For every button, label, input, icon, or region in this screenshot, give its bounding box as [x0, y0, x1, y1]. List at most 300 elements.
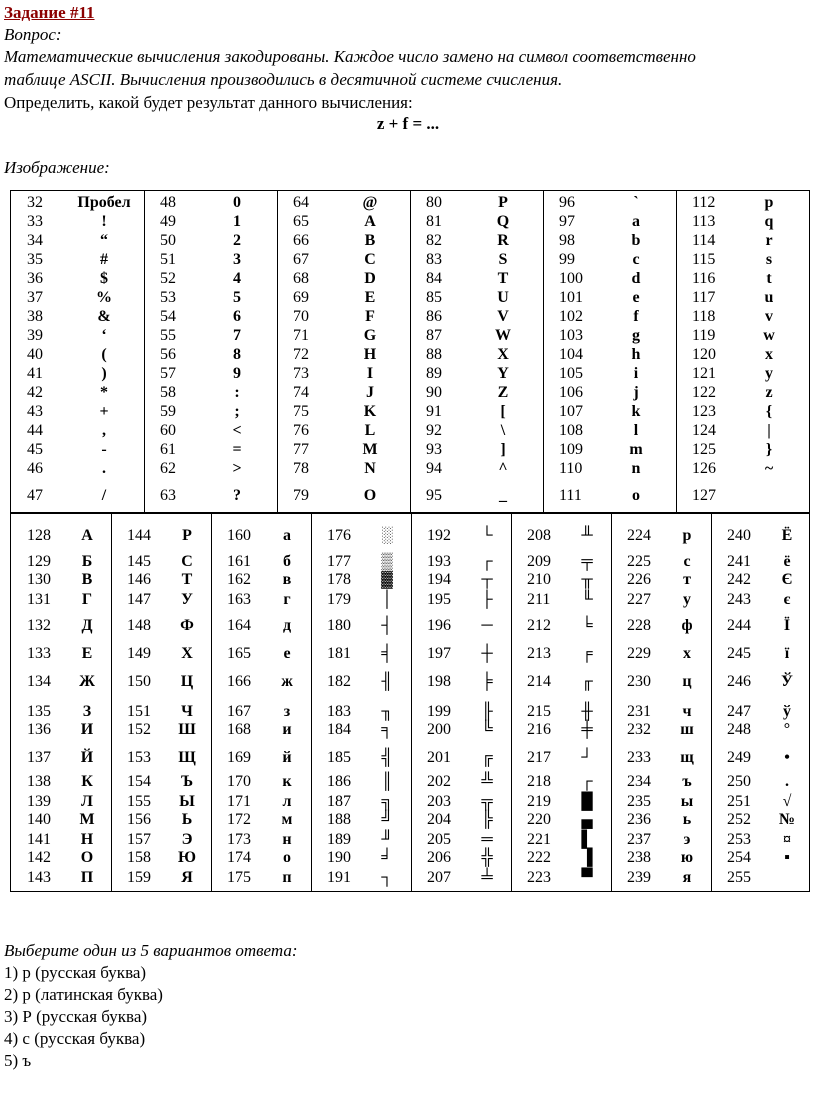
ascii-code: 39	[27, 327, 43, 344]
ascii-symbol: Д	[81, 617, 93, 634]
ascii-code: 198	[427, 673, 451, 690]
ascii-symbol: $	[100, 270, 108, 287]
ascii-code: 61	[160, 441, 176, 458]
ascii-symbol: ф	[681, 617, 693, 634]
ascii-code: 176	[327, 527, 351, 544]
ascii-code: 66	[293, 232, 309, 249]
ascii-code: 56	[160, 346, 176, 363]
ascii-symbol: 5	[233, 289, 241, 306]
ascii-symbol: ц	[682, 673, 692, 690]
ascii-code: 218	[527, 773, 551, 790]
ascii-code: 233	[627, 749, 651, 766]
ascii-code: 160	[227, 527, 251, 544]
ascii-symbol: Y	[497, 365, 509, 382]
ascii-symbol: Ч	[181, 703, 193, 720]
ascii-symbol: ╜	[381, 831, 393, 848]
ascii-symbol: C	[364, 251, 376, 268]
formula: z + f = ...	[376, 114, 440, 133]
ascii-code: 48	[160, 194, 176, 211]
question-label: Вопрос:	[4, 25, 62, 44]
ascii-code: 131	[27, 591, 51, 608]
ascii-code: 156	[127, 811, 151, 828]
ascii-code: 224	[627, 527, 651, 544]
ascii-code: 69	[293, 289, 309, 306]
ascii-code: 192	[427, 527, 451, 544]
ascii-code: 124	[692, 422, 716, 439]
ascii-code: 253	[727, 831, 751, 848]
ascii-code: 187	[327, 793, 351, 810]
ascii-code: 165	[227, 645, 251, 662]
ascii-table-lower	[10, 512, 810, 892]
ascii-code: 76	[293, 422, 309, 439]
ascii-code: 123	[692, 403, 716, 420]
table-column-divider	[411, 513, 412, 891]
ascii-code: 184	[327, 721, 351, 738]
ascii-table-upper	[10, 190, 810, 514]
ascii-symbol: b	[631, 232, 641, 249]
ascii-code: 74	[293, 384, 309, 401]
ascii-symbol: ь	[682, 811, 692, 828]
ascii-symbol: ~	[764, 460, 774, 477]
ascii-code: 220	[527, 811, 551, 828]
table-column-divider	[277, 191, 278, 513]
ascii-symbol: E	[364, 289, 376, 306]
ascii-code: 157	[127, 831, 151, 848]
ascii-symbol: Щ	[178, 749, 196, 766]
ascii-code: 182	[327, 673, 351, 690]
ascii-code: 121	[692, 365, 716, 382]
ascii-symbol: }	[765, 441, 773, 458]
ascii-symbol: ш	[680, 721, 694, 738]
answer-option-4[interactable]: 4) с (русская буква)	[4, 1029, 146, 1048]
ascii-symbol: 1	[233, 213, 241, 230]
ascii-code: 193	[427, 553, 451, 570]
ascii-symbol: ж	[281, 673, 293, 690]
ascii-code: 248	[727, 721, 751, 738]
answer-option-5[interactable]: 5) ъ	[4, 1051, 32, 1070]
ascii-symbol: e	[632, 289, 640, 306]
ascii-symbol: ╬	[481, 849, 493, 866]
ascii-code: 139	[27, 793, 51, 810]
ascii-symbol: И	[80, 721, 94, 738]
image-label: Изображение:	[4, 158, 110, 177]
ascii-symbol: (	[101, 346, 107, 363]
ascii-code: 94	[426, 460, 442, 477]
ascii-symbol: f	[633, 308, 639, 325]
ascii-symbol: Ж	[79, 673, 95, 690]
ascii-symbol: М	[79, 811, 95, 828]
ascii-symbol: Е	[81, 645, 93, 662]
ascii-code: 234	[627, 773, 651, 790]
ascii-symbol: └	[481, 527, 493, 544]
ascii-code: 148	[127, 617, 151, 634]
ascii-symbol: _	[499, 487, 507, 504]
ascii-code: 197	[427, 645, 451, 662]
ascii-code: 44	[27, 422, 43, 439]
ascii-code: 216	[527, 721, 551, 738]
ascii-code: 42	[27, 384, 43, 401]
ascii-code: 225	[627, 553, 651, 570]
ascii-code: 51	[160, 251, 176, 268]
ascii-symbol: Р	[182, 527, 192, 544]
ascii-code: 58	[160, 384, 176, 401]
ascii-symbol: Ш	[178, 721, 196, 738]
ascii-symbol: w	[763, 327, 775, 344]
ascii-code: 87	[426, 327, 442, 344]
prompt-text: Определить, какой будет результат данного вычисления:	[4, 93, 413, 112]
ascii-symbol: Пробел	[77, 194, 131, 211]
ascii-symbol: Ё	[781, 527, 793, 544]
ascii-symbol: Н	[80, 831, 94, 848]
ascii-symbol: ╡	[381, 645, 393, 662]
ascii-symbol: |	[767, 422, 771, 439]
ascii-code: 189	[327, 831, 351, 848]
ascii-code: 93	[426, 441, 442, 458]
ascii-symbol: ╙	[581, 591, 593, 608]
ascii-code: 205	[427, 831, 451, 848]
ascii-symbol: О	[80, 849, 94, 866]
ascii-symbol: б	[283, 553, 291, 570]
ascii-code: 175	[227, 869, 251, 886]
ascii-symbol: s	[765, 251, 773, 268]
ascii-code: 244	[727, 617, 751, 634]
ascii-symbol: ї	[784, 645, 790, 662]
ascii-code: 186	[327, 773, 351, 790]
ascii-code: 38	[27, 308, 43, 325]
answer-option-1[interactable]: 1) р (русская буква)	[4, 963, 147, 982]
ascii-symbol: ю	[680, 849, 694, 866]
table-column-divider	[311, 513, 312, 891]
ascii-symbol: х	[683, 645, 691, 662]
ascii-code: 161	[227, 553, 251, 570]
ascii-code: 100	[559, 270, 583, 287]
ascii-code: 254	[727, 849, 751, 866]
ascii-code: 173	[227, 831, 251, 848]
ascii-symbol: 4	[233, 270, 241, 287]
ascii-code: 45	[27, 441, 43, 458]
ascii-code: 158	[127, 849, 151, 866]
ascii-code: 137	[27, 749, 51, 766]
ascii-symbol: С	[181, 553, 193, 570]
ascii-symbol: )	[101, 365, 107, 382]
ascii-symbol: F	[365, 308, 375, 325]
question-text-line-1: Математические вычисления закодированы. Каждое число замено на символ соответственно	[4, 47, 696, 66]
ascii-symbol: @	[362, 194, 378, 211]
ascii-code: 196	[427, 617, 451, 634]
ascii-symbol: е	[283, 645, 291, 662]
ascii-code: 153	[127, 749, 151, 766]
ascii-code: 209	[527, 553, 551, 570]
ascii-symbol: W	[495, 327, 511, 344]
ascii-symbol: d	[631, 270, 641, 287]
ascii-code: 232	[627, 721, 651, 738]
ascii-code: 140	[27, 811, 51, 828]
ascii-symbol: о	[283, 849, 291, 866]
ascii-code: 223	[527, 869, 551, 886]
ascii-code: 159	[127, 869, 151, 886]
ascii-symbol: ╨	[581, 527, 593, 544]
ascii-symbol: ^	[498, 460, 508, 477]
ascii-code: 213	[527, 645, 551, 662]
table-column-divider	[144, 191, 145, 513]
ascii-code: 247	[727, 703, 751, 720]
ascii-symbol: ╚	[481, 721, 493, 738]
table-column-divider	[511, 513, 512, 891]
ascii-code: 210	[527, 571, 551, 588]
ascii-code: 135	[27, 703, 51, 720]
ascii-code: 146	[127, 571, 151, 588]
ascii-symbol: °	[783, 721, 791, 738]
ascii-code: 113	[692, 213, 716, 230]
question-text-line-2: таблице ASCII. Вычисления производились в десятичной системе счисления.	[4, 70, 563, 89]
ascii-code: 82	[426, 232, 442, 249]
ascii-symbol: ў	[783, 703, 791, 720]
ascii-code: 142	[27, 849, 51, 866]
ascii-symbol: щ	[680, 749, 694, 766]
ascii-symbol: К	[81, 773, 93, 790]
ascii-code: 54	[160, 308, 176, 325]
ascii-symbol: ╒	[581, 645, 593, 662]
ascii-code: 67	[293, 251, 309, 268]
ascii-symbol: B	[364, 232, 376, 249]
ascii-symbol: Є	[781, 571, 793, 588]
ascii-code: 239	[627, 869, 651, 886]
ascii-symbol: ═	[481, 831, 493, 848]
ascii-code: 97	[559, 213, 575, 230]
ascii-code: 60	[160, 422, 176, 439]
ascii-code: 77	[293, 441, 309, 458]
answer-option-2[interactable]: 2) p (латинская буква)	[4, 985, 163, 1004]
ascii-code: 52	[160, 270, 176, 287]
ascii-code: 109	[559, 441, 583, 458]
ascii-code: 83	[426, 251, 442, 268]
ascii-code: 141	[27, 831, 51, 848]
table-column-divider	[711, 513, 712, 891]
ascii-symbol: ┼	[481, 645, 493, 662]
ascii-code: 75	[293, 403, 309, 420]
ascii-symbol: й	[282, 749, 292, 766]
ascii-code: 188	[327, 811, 351, 828]
ascii-symbol: ;	[234, 403, 240, 420]
ascii-code: 151	[127, 703, 151, 720]
ascii-symbol: Й	[80, 749, 94, 766]
ascii-code: 85	[426, 289, 442, 306]
ascii-code: 37	[27, 289, 43, 306]
ascii-code: 127	[692, 487, 716, 504]
ascii-code: 136	[27, 721, 51, 738]
ascii-code: 130	[27, 571, 51, 588]
ascii-symbol: O	[363, 487, 377, 504]
ascii-code: 191	[327, 869, 351, 886]
ascii-symbol: ┐	[381, 869, 393, 886]
ascii-symbol: ┌	[481, 553, 493, 570]
ascii-symbol: ┌	[581, 773, 593, 790]
ascii-symbol: ё	[783, 553, 791, 570]
ascii-code: 64	[293, 194, 309, 211]
ascii-symbol: и	[282, 721, 292, 738]
ascii-symbol: m	[629, 441, 643, 458]
ascii-symbol: у	[683, 591, 691, 608]
ascii-code: 70	[293, 308, 309, 325]
ascii-code: 204	[427, 811, 451, 828]
ascii-code: 250	[727, 773, 751, 790]
ascii-symbol: ъ	[682, 773, 692, 790]
ascii-code: 132	[27, 617, 51, 634]
ascii-symbol: 7	[233, 327, 241, 344]
ascii-symbol: 2	[233, 232, 241, 249]
ascii-symbol: t	[766, 270, 772, 287]
ascii-symbol: X	[497, 346, 509, 363]
ascii-symbol: а	[283, 527, 291, 544]
ascii-code: 50	[160, 232, 176, 249]
ascii-symbol: ╝	[381, 811, 393, 828]
ascii-symbol: 9	[233, 365, 241, 382]
ascii-symbol: Z	[497, 384, 509, 401]
ascii-symbol: ч	[682, 703, 692, 720]
ascii-symbol: ▌	[581, 831, 593, 848]
ascii-code: 170	[227, 773, 251, 790]
ascii-code: 105	[559, 365, 583, 382]
ascii-code: 242	[727, 571, 751, 588]
ascii-code: 221	[527, 831, 551, 848]
ascii-code: 227	[627, 591, 651, 608]
ascii-code: 62	[160, 460, 176, 477]
ascii-symbol: ▒	[381, 553, 393, 570]
ascii-symbol: √	[782, 793, 792, 810]
ascii-symbol: ▀	[581, 869, 593, 886]
ascii-symbol: П	[80, 869, 94, 886]
ascii-symbol: т	[683, 571, 691, 588]
ascii-symbol: ┤	[381, 617, 393, 634]
ascii-code: 168	[227, 721, 251, 738]
ascii-symbol: [	[500, 403, 506, 420]
ascii-code: 46	[27, 460, 43, 477]
ascii-symbol: .	[785, 773, 789, 790]
ascii-symbol: Т	[181, 571, 193, 588]
ascii-symbol: =	[232, 441, 242, 458]
ascii-symbol: Ъ	[180, 773, 194, 790]
ascii-symbol: H	[363, 346, 377, 363]
ascii-symbol: А	[81, 527, 93, 544]
ascii-symbol: g	[632, 327, 640, 344]
ascii-code: 134	[27, 673, 51, 690]
ascii-code: 55	[160, 327, 176, 344]
ascii-code: 117	[692, 289, 716, 306]
ascii-symbol: ¤	[783, 831, 791, 848]
ascii-symbol: Ц	[180, 673, 194, 690]
ascii-code: 41	[27, 365, 43, 382]
ascii-symbol: ‘	[101, 327, 107, 344]
ascii-code: 255	[727, 869, 751, 886]
ascii-code: 71	[293, 327, 309, 344]
ascii-symbol: ╞	[481, 673, 493, 690]
ascii-code: 144	[127, 527, 151, 544]
ascii-code: 34	[27, 232, 43, 249]
ascii-symbol: р	[682, 527, 692, 544]
ascii-symbol: x	[765, 346, 773, 363]
ascii-symbol: i	[633, 365, 639, 382]
ascii-code: 35	[27, 251, 43, 268]
ascii-symbol: p	[764, 194, 774, 211]
ascii-symbol: ╣	[381, 749, 393, 766]
ascii-symbol: Ы	[179, 793, 195, 810]
answer-option-3[interactable]: 3) Р (русская буква)	[4, 1007, 148, 1026]
ascii-code: 40	[27, 346, 43, 363]
ascii-code: 246	[727, 673, 751, 690]
ascii-symbol: +	[99, 403, 109, 420]
ascii-code: 177	[327, 553, 351, 570]
ascii-code: 126	[692, 460, 716, 477]
ascii-symbol: к	[282, 773, 292, 790]
ascii-code: 147	[127, 591, 151, 608]
ascii-symbol: I	[366, 365, 374, 382]
ascii-symbol: ├	[481, 591, 493, 608]
ascii-symbol: T	[497, 270, 509, 287]
ascii-code: 208	[527, 527, 551, 544]
ascii-symbol: ╓	[581, 673, 593, 690]
ascii-symbol: a	[632, 213, 640, 230]
ascii-code: 252	[727, 811, 751, 828]
ascii-symbol: ─	[481, 617, 493, 634]
ascii-code: 63	[160, 487, 176, 504]
ascii-symbol: ╪	[581, 721, 593, 738]
ascii-code: 194	[427, 571, 451, 588]
ascii-symbol: o	[632, 487, 640, 504]
ascii-symbol: Ю	[177, 849, 196, 866]
ascii-symbol: K	[363, 403, 377, 420]
ascii-symbol: r	[765, 232, 773, 249]
ascii-code: 92	[426, 422, 442, 439]
ascii-symbol: ╗	[381, 793, 393, 810]
ascii-code: 78	[293, 460, 309, 477]
ascii-code: 202	[427, 773, 451, 790]
ascii-symbol: -	[101, 441, 107, 458]
ascii-code: 47	[27, 487, 43, 504]
ascii-code: 101	[559, 289, 583, 306]
ascii-symbol: ,	[102, 422, 106, 439]
ascii-code: 129	[27, 553, 51, 570]
ascii-code: 152	[127, 721, 151, 738]
ascii-symbol: U	[497, 289, 509, 306]
ascii-code: 222	[527, 849, 551, 866]
ascii-symbol: h	[631, 346, 641, 363]
table-column-divider	[543, 191, 544, 513]
ascii-symbol: З	[82, 703, 92, 720]
ascii-symbol: ?	[233, 487, 241, 504]
ascii-code: 86	[426, 308, 442, 325]
ascii-code: 120	[692, 346, 716, 363]
ascii-symbol: c	[632, 251, 640, 268]
ascii-symbol: У	[181, 591, 193, 608]
ascii-symbol: P	[498, 194, 508, 211]
ascii-code: 33	[27, 213, 43, 230]
ascii-code: 145	[127, 553, 151, 570]
ascii-symbol: м	[281, 811, 293, 828]
ascii-symbol: V	[497, 308, 509, 325]
ascii-code: 72	[293, 346, 309, 363]
ascii-symbol: ╤	[581, 553, 593, 570]
ascii-code: 68	[293, 270, 309, 287]
ascii-symbol: я	[682, 869, 692, 886]
ascii-symbol: н	[282, 831, 292, 848]
ascii-code: 237	[627, 831, 651, 848]
ascii-symbol: ┬	[481, 571, 493, 588]
ascii-symbol: ╢	[381, 673, 393, 690]
ascii-code: 190	[327, 849, 351, 866]
ascii-code: 116	[692, 270, 716, 287]
ascii-code: 115	[692, 251, 716, 268]
ascii-code: 214	[527, 673, 551, 690]
